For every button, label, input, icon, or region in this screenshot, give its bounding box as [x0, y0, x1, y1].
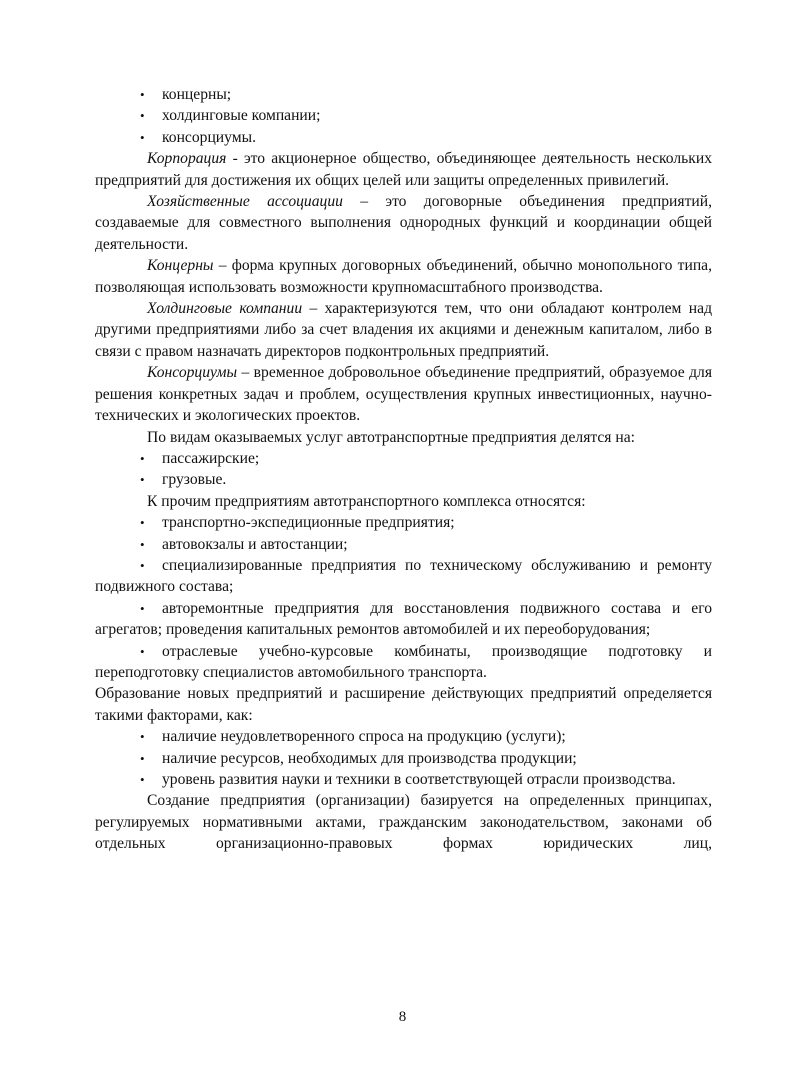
list-item [95, 84, 712, 105]
list-item [95, 769, 712, 790]
list-merger-forms [95, 84, 712, 148]
definition-text: – форма крупных договорных объединений, обычно монопольного типа, позволяющая использовать возможности крупномасштабного производства. [95, 257, 712, 296]
list-item-text: уровень развития науки и техники в соответствующей отрасли производства. [162, 771, 676, 788]
list-item-text: отраслевые учебно-курсовые комбинаты, производящие подготовку и переподготовку специалистов автомобильного транспорта. [95, 642, 712, 681]
term: Корпорация [147, 150, 227, 168]
factors-intro: Образование новых предприятий и расширение действующих предприятий определяется такими факторами, как: [95, 685, 712, 724]
term: Концерны [147, 257, 214, 275]
bullet-icon: • [140, 729, 145, 745]
bullet-icon: • [140, 515, 145, 531]
definition-consortiums [95, 362, 712, 426]
list-item [95, 127, 712, 148]
bullet-icon: • [140, 536, 145, 552]
list-item-text: наличие ресурсов, необходимых для производства продукции; [162, 749, 577, 767]
final-paragraph: Создание предприятия (организации) базируется на определенных принципах, регулируемых нормативными актами, гражданским законодательством, законами об отдельных организационно-правовых формах юридических лиц, [95, 792, 712, 853]
bullet-icon: • [140, 450, 145, 466]
term: Холдинговые компании [147, 300, 303, 318]
definition-text: – характеризуются тем, что они обладают контролем над другими предприятиями либо за счет владения их акциями и денежным капиталом, либо в связи с правом назначать директоров подконтрольных предприятий. [95, 300, 712, 360]
list-item [95, 748, 712, 769]
list-item [95, 641, 712, 684]
services-intro: По видам оказываемых услуг автотранспортные предприятия делятся на: [147, 428, 635, 446]
definition-corporation [95, 148, 712, 191]
bullet-icon: • [140, 472, 145, 488]
list-item-text: холдинговые компании; [162, 107, 321, 125]
definition-associations [95, 191, 712, 255]
definition-holdings [95, 298, 712, 362]
definition-concerns [95, 255, 712, 298]
list-factors [95, 726, 712, 790]
list-item-text: транспортно-экспедиционные предприятия; [162, 514, 455, 532]
definition-text: – это договорные объединения предприятий, создаваемые для совместного выполнения однородных функций и координации общей деятельности. [95, 193, 712, 253]
list-item-text: грузовые. [162, 471, 227, 489]
bullet-icon: • [140, 129, 145, 145]
list-item [95, 105, 712, 126]
term: Хозяйственные ассоциации [147, 193, 343, 211]
definition-text: - это акционерное общество, объединяющее деятельность нескольких предприятий для достижения их общих целей или защиты определенных привилегий. [95, 150, 712, 189]
list-item [95, 448, 712, 469]
definition-text: – временное добровольное объединение предприятий, образуемое для решения конкретных задач и проблем, осуществления крупных инвестиционных, научно-технических и экологических проектов. [95, 364, 712, 425]
bullet-icon: • [140, 557, 145, 573]
bullet-icon: • [140, 643, 145, 659]
list-item-text: консорциумы. [162, 128, 256, 146]
other-intro: К прочим предприятиям автотранспортного комплекса относятся: [147, 492, 586, 510]
list-item [95, 598, 712, 641]
page-number: 8 [398, 1009, 407, 1025]
list-item [95, 469, 712, 490]
list-item [95, 534, 712, 555]
bullet-icon: • [140, 87, 145, 102]
list-item [95, 726, 712, 747]
list-item-text: авторемонтные предприятия для восстановления подвижного состава и его агрегатов; проведения капитальных ремонтов автомобилей и их переоборудования; [95, 599, 712, 639]
list-services [95, 448, 712, 491]
list-item-text: наличие неудовлетворенного спроса на продукцию (услуги); [162, 728, 566, 746]
list-item-text: специализированные предприятия по техническому обслуживанию и ремонту подвижного состава; [95, 556, 712, 596]
term: Консорциумы [147, 364, 238, 382]
bullet-icon: • [140, 108, 145, 124]
page-content [95, 84, 712, 855]
bullet-icon: • [140, 600, 145, 616]
bullet-icon: • [140, 750, 145, 766]
list-item-text: концерны; [162, 86, 232, 103]
list-item-text: пассажирские; [162, 449, 260, 467]
list-item [95, 555, 712, 598]
bullet-icon: • [140, 772, 145, 787]
list-item [95, 512, 712, 533]
list-other-enterprises [95, 512, 712, 683]
list-item-text: автовокзалы и автостанции; [162, 535, 348, 553]
